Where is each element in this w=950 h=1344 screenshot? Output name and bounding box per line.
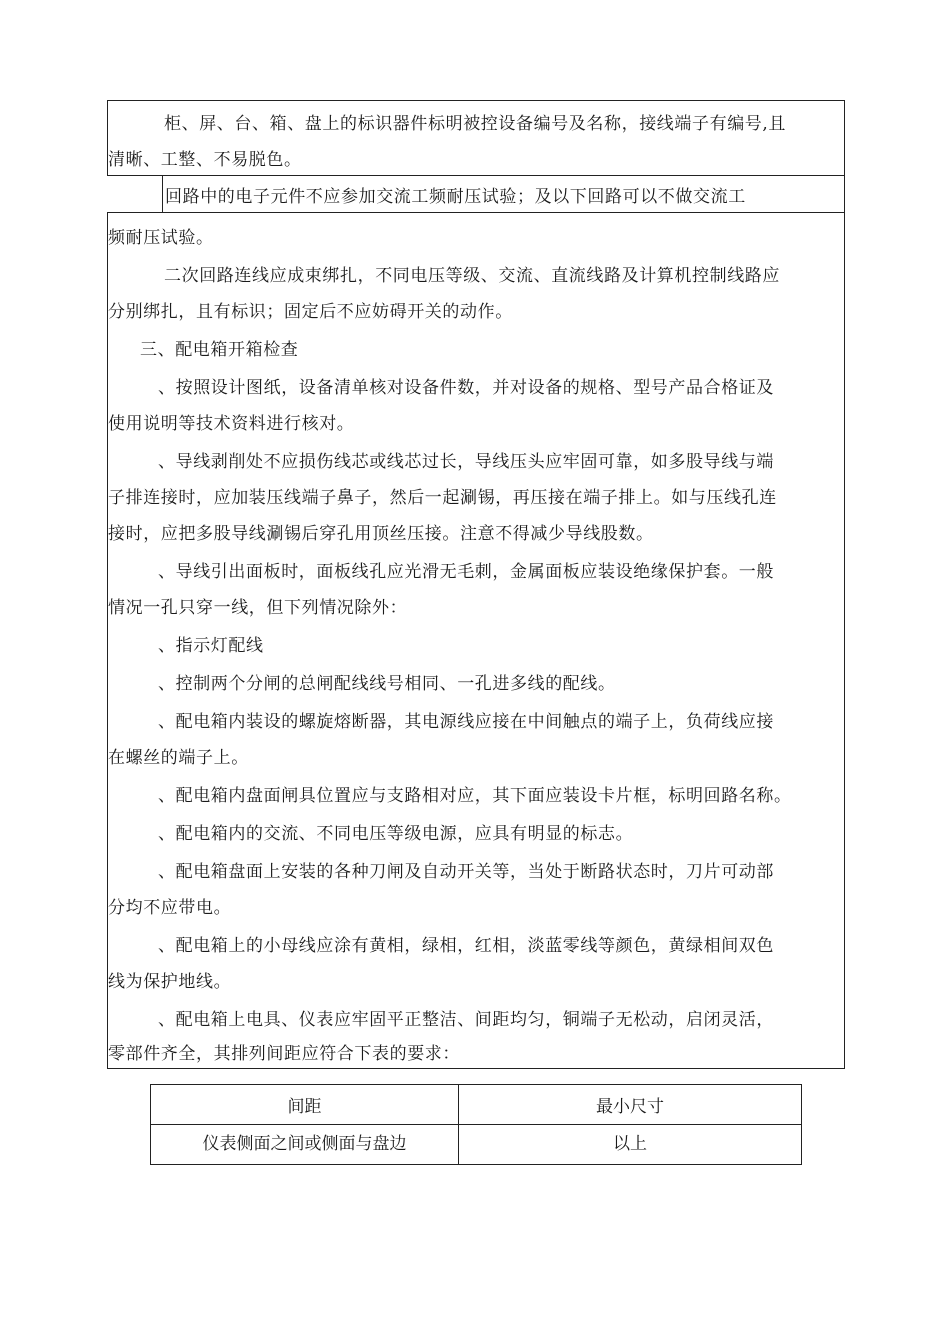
paragraph-line: 、配电箱内盘面闸具位置应与支路相对应，其下面应装设卡片框，标明回路名称。 [158, 786, 792, 806]
paragraph-line: 、导线引出面板时，面板线孔应光滑无毛刺，金属面板应装设绝缘保护套。一般 [158, 562, 774, 582]
paragraph-line: 线为保护地线。 [108, 972, 232, 992]
spacing-table [150, 1084, 802, 1165]
paragraph-line: 零部件齐全，其排列间距应符合下表的要求： [108, 1044, 460, 1064]
table-cell: 以上 [459, 1125, 802, 1165]
table-header-row [151, 1085, 802, 1125]
paragraph-line: 分别绑扎，且有标识；固定后不应妨碍开关的动作。 [108, 302, 513, 322]
list-item: 、指示灯配线 [158, 636, 264, 656]
table-cell: 仪表侧面之间或侧面与盘边 [151, 1125, 459, 1165]
list-item: 、控制两个分闸的总闸配线线号相同、一孔进多线的配线。 [158, 674, 616, 694]
paragraph-line: 清晰、工整、不易脱色。 [108, 150, 302, 170]
paragraph-line: 情况一孔只穿一线，但下列情况除外： [108, 598, 408, 618]
paragraph-line: 频耐压试验。 [108, 228, 214, 248]
text-block-1 [107, 100, 845, 176]
paragraph-line: 二次回路连线应成束绑扎，不同电压等级、交流、直流线路及计算机控制线路应 [164, 266, 780, 286]
table-header-cell: 间距 [151, 1085, 459, 1125]
text-block-2 [162, 175, 845, 213]
paragraph-line: 分均不应带电。 [108, 898, 232, 918]
paragraph-line: 使用说明等技术资料进行核对。 [108, 414, 355, 434]
paragraph-line: 、配电箱内装设的螺旋熔断器，其电源线应接在中间触点的端子上，负荷线应接 [158, 712, 774, 732]
paragraph-line: 回路中的电子元件不应参加交流工频耐压试验；及以下回路可以不做交流工 [165, 187, 746, 207]
section-heading: 三、配电箱开箱检查 [140, 340, 299, 360]
paragraph-line: 柜、屏、台、箱、盘上的标识器件标明被控设备编号及名称，接线端子有编号,且 [164, 114, 787, 134]
paragraph-line: 接时，应把多股导线涮锡后穿孔用顶丝压接。注意不得减少导线股数。 [108, 524, 654, 544]
paragraph-line: 、配电箱盘面上安装的各种刀闸及自动开关等，当处于断路状态时，刀片可动部 [158, 862, 774, 882]
paragraph-line: 子排连接时，应加装压线端子鼻子，然后一起涮锡，再压接在端子排上。如与压线孔连 [108, 488, 777, 508]
paragraph-line: 、导线剥削处不应损伤线芯或线芯过长，导线压头应牢固可靠，如多股导线与端 [158, 452, 774, 472]
table-row [151, 1125, 802, 1165]
paragraph-line: 、按照设计图纸，设备清单核对设备件数，并对设备的规格、型号产品合格证及 [158, 378, 774, 398]
paragraph-line: 、配电箱内的交流、不同电压等级电源，应具有明显的标志。 [158, 824, 634, 844]
text-block-3 [107, 212, 845, 1069]
table-header-cell: 最小尺寸 [459, 1085, 802, 1125]
paragraph-line: 在螺丝的端子上。 [108, 748, 249, 768]
paragraph-line: 、配电箱上的小母线应涂有黄相，绿相，红相，淡蓝零线等颜色，黄绿相间双色 [158, 936, 774, 956]
paragraph-line: 、配电箱上电具、仪表应牢固平正整洁、间距均匀，铜端子无松动，启闭灵活， [158, 1010, 774, 1030]
